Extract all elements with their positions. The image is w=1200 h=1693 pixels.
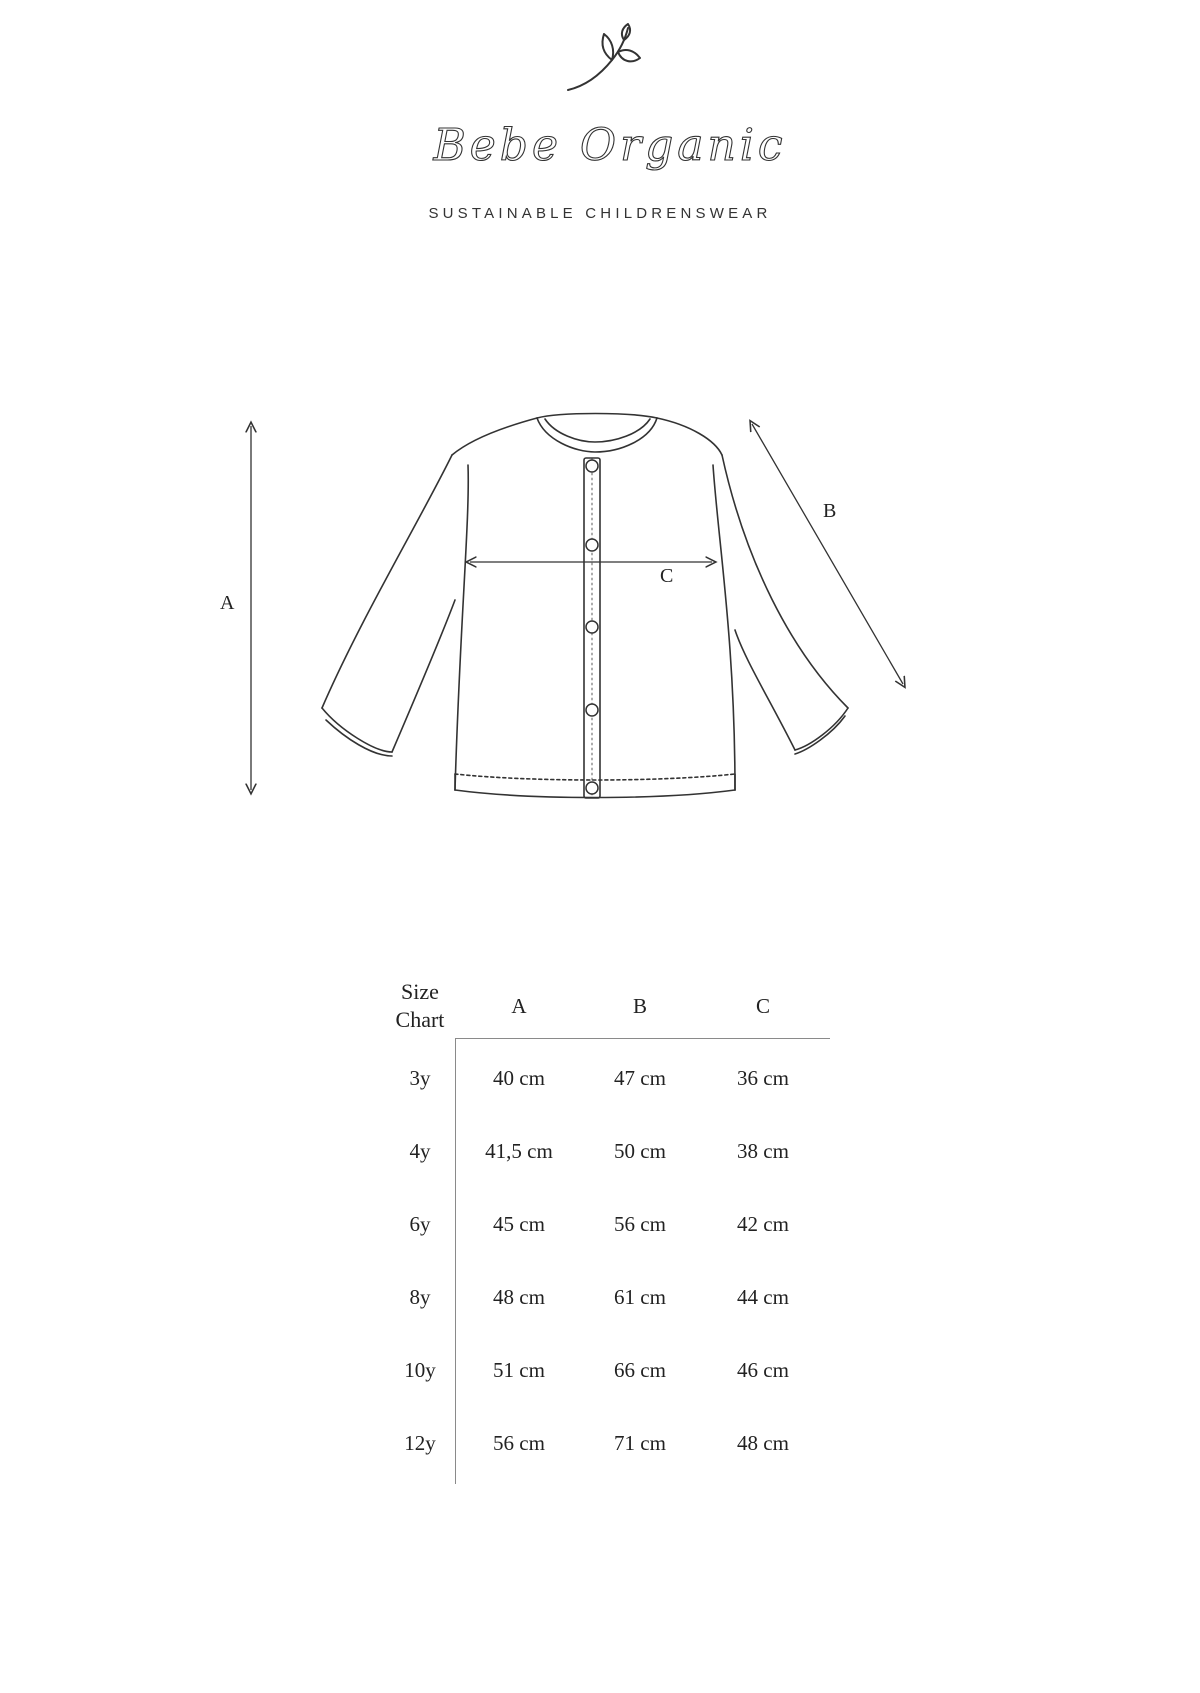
dimension-a-label: A	[220, 592, 235, 614]
measurement-c-cell: 36 cm	[737, 1066, 789, 1090]
measurement-c-cell: 38 cm	[737, 1139, 789, 1163]
brand-tagline: SUSTAINABLE CHILDRENSWEAR	[428, 205, 772, 222]
size-cell: 8y	[409, 1285, 431, 1309]
measurement-b-cell: 56 cm	[614, 1212, 666, 1236]
measurement-c-cell: 48 cm	[737, 1431, 789, 1455]
size-chart-title	[380, 978, 460, 1034]
table-row	[380, 1285, 830, 1325]
measurement-c-cell: 44 cm	[737, 1285, 789, 1309]
garment-diagram	[0, 400, 1200, 820]
size-chart-table	[380, 978, 830, 1498]
size-chart-title-line1: Size	[401, 979, 439, 1004]
measurement-c-cell: 42 cm	[737, 1212, 789, 1236]
size-cell: 12y	[404, 1431, 436, 1455]
measurement-a-cell: 51 cm	[493, 1358, 545, 1382]
column-header-b: B	[632, 994, 647, 1018]
dimension-b-arrow	[752, 424, 903, 684]
table-row	[380, 1066, 830, 1106]
dimension-c-label: C	[660, 565, 674, 587]
leaf-branch-icon	[560, 20, 650, 100]
button-icon	[586, 460, 598, 472]
column-header-a: A	[511, 994, 527, 1018]
measurement-b-cell: 66 cm	[614, 1358, 666, 1382]
brand-name-text: Bebe Organic	[433, 120, 787, 171]
size-cell: 4y	[409, 1139, 431, 1163]
measurement-c-cell: 46 cm	[737, 1358, 789, 1382]
measurement-b-cell: 47 cm	[614, 1066, 666, 1090]
size-cell: 6y	[409, 1212, 431, 1236]
button-icon	[586, 704, 598, 716]
button-icon	[586, 782, 598, 794]
table-row	[380, 1212, 830, 1252]
brand-name	[420, 112, 800, 192]
size-cell: 10y	[404, 1358, 436, 1382]
button-icon	[586, 621, 598, 633]
measurement-a-cell: 56 cm	[493, 1431, 545, 1455]
button-icon	[586, 539, 598, 551]
measurement-b-cell: 71 cm	[614, 1431, 666, 1455]
size-chart-title-line2: Chart	[395, 1007, 445, 1032]
table-row	[380, 1139, 830, 1179]
table-row	[380, 1431, 830, 1471]
measurement-a-cell: 41,5 cm	[485, 1139, 553, 1163]
measurement-b-cell: 61 cm	[614, 1285, 666, 1309]
size-cell: 3y	[409, 1066, 431, 1090]
measurement-a-cell: 48 cm	[493, 1285, 545, 1309]
cardigan-outline-icon	[322, 414, 848, 799]
measurement-a-cell: 45 cm	[493, 1212, 545, 1236]
header-divider	[455, 1038, 830, 1039]
column-header-c: C	[755, 994, 770, 1018]
dimension-b-label: B	[823, 500, 837, 522]
table-row	[380, 1358, 830, 1398]
measurement-b-cell: 50 cm	[614, 1139, 666, 1163]
measurement-a-cell: 40 cm	[493, 1066, 545, 1090]
